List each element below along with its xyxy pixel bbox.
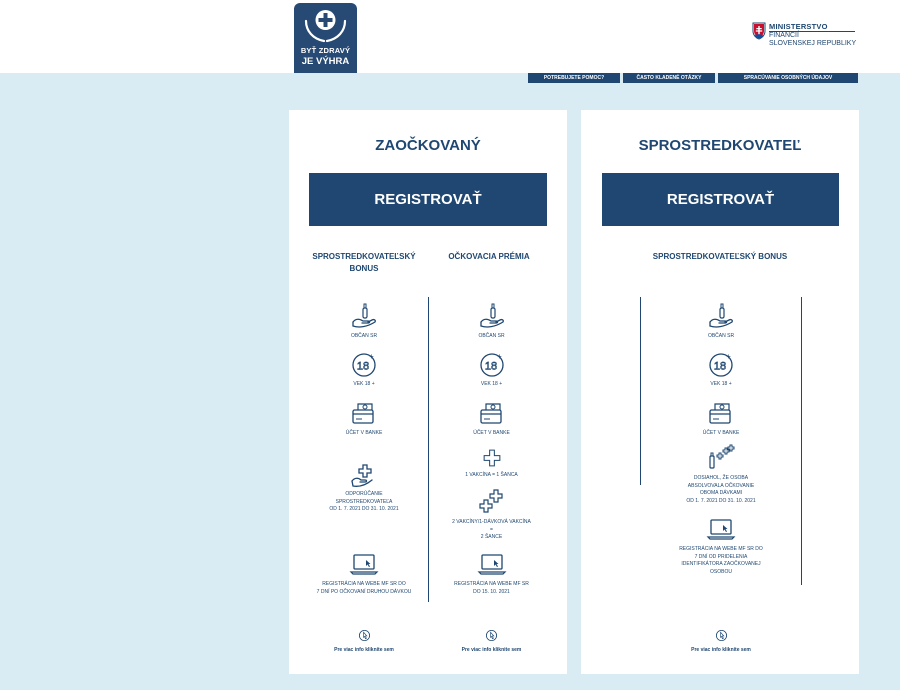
col-intermediary-bonus-heading: SPROSTREDKOVATEĽSKÝ BONUS <box>652 252 788 261</box>
click-info-icon <box>715 629 728 642</box>
req-citizen <box>299 302 429 341</box>
req-recommendation-label: ODPORÚČANIE SPROSTREDKOVATEĽA OD 1. 7. 2021 DO 31. 10. 2021 <box>329 491 399 512</box>
citizen-hand-icon <box>350 302 378 330</box>
col-intermediary-bonus-heading: SPROSTREDKOVATEĽSKÝ BONUS <box>312 252 416 273</box>
req-registration <box>299 550 429 596</box>
slovak-coat-of-arms-icon <box>752 22 766 40</box>
more-info-label: Pre viac info kliknite sem <box>461 647 522 653</box>
age-18-icon <box>478 350 506 378</box>
card-vaccinated <box>289 110 567 674</box>
more-info-link[interactable] <box>299 629 429 653</box>
req-bank <box>429 399 554 438</box>
req-two-vaccines-label: 2 VAKCÍNY/1-DÁVKOVÁ VAKCÍNA = 2 ŠANCE <box>452 519 531 540</box>
req-bank <box>299 399 429 438</box>
req-registration <box>641 515 801 576</box>
more-info-label: Pre viac info kliknite sem <box>334 647 394 653</box>
req-two-vaccines <box>429 488 554 542</box>
logo-line-2: JE VÝHRA <box>301 56 350 67</box>
req-bank <box>641 399 801 438</box>
req-one-vaccine <box>429 447 554 480</box>
bank-card-icon <box>478 399 506 427</box>
req-age <box>641 350 801 389</box>
req-age-label: VEK 18 + <box>353 381 375 387</box>
hand-plus-icon <box>350 460 378 488</box>
req-bank-label: ÚČET V BANKE <box>473 430 510 436</box>
more-info-link[interactable] <box>429 629 554 653</box>
col-vaccination-premium-heading: OČKOVACIA PRÉMIA <box>448 252 530 261</box>
req-vaccinated-person-label: DOSIAHOL, ŽE OSOBA ABSOLVOVALA OČKOVANIE OBOMA DÁVKAMI OD 1. 7. 2021 DO 31. 10. 2021 <box>686 475 756 504</box>
citizen-hand-icon <box>707 302 735 330</box>
req-citizen <box>429 302 554 341</box>
column-divider-right <box>801 297 802 585</box>
more-info-label: Pre viac info kliknite sem <box>691 647 751 653</box>
req-citizen-label: OBČAN SR <box>478 333 505 339</box>
req-registration <box>429 550 554 596</box>
req-registration-label: REGISTRÁCIA NA WEBE MF SR DO 7 DNÍ OD PRIDELENIA IDENTIFIKÁTORA ZAOČKOVANEJ OSOBOU <box>679 546 763 575</box>
req-age-label: VEK 18 + <box>710 381 732 387</box>
req-age-label: VEK 18 + <box>480 381 503 387</box>
req-age <box>299 350 429 389</box>
ministry-name-line-3: SLOVENSKEJ REPUBLIKY <box>769 40 857 47</box>
logo-line-1: BYŤ ZDRAVÝ <box>300 46 351 55</box>
laptop-icon <box>477 550 507 578</box>
req-registration-label: REGISTRÁCIA NA WEBE MF SR DO 15. 10. 2021 <box>454 581 529 595</box>
ministry-underline <box>769 31 855 32</box>
req-recommendation <box>299 460 429 514</box>
card-vaccinated-title: ZAOČKOVANÝ <box>375 137 481 154</box>
citizen-hand-icon <box>478 302 506 330</box>
card-intermediary <box>581 110 859 674</box>
req-bank-label: ÚČET V BANKE <box>702 430 740 436</box>
click-info-icon <box>485 629 498 642</box>
req-citizen-label: OBČAN SR <box>707 333 735 339</box>
plus-cross-icon <box>481 447 503 469</box>
click-info-icon <box>358 629 371 642</box>
nav-privacy-button[interactable]: SPRACÚVANIE OSOBNÝCH ÚDAJOV <box>718 73 858 83</box>
req-citizen <box>641 302 801 341</box>
req-bank-label: ÚČET V BANKE <box>345 430 383 436</box>
laptop-icon <box>706 515 736 543</box>
site-logo[interactable] <box>294 3 357 73</box>
register-intermediary-button[interactable]: REGISTROVAŤ <box>602 173 839 226</box>
age-18-icon <box>707 350 735 378</box>
bank-card-icon <box>350 399 378 427</box>
top-header <box>0 0 900 73</box>
register-vaccinated-button[interactable]: REGISTROVAŤ <box>309 173 547 226</box>
req-one-vaccine-label: 1 VAKCÍNA = 1 ŠANCA <box>465 472 518 478</box>
vaccine-plus-icon <box>707 444 735 472</box>
nav-faq-button[interactable]: ČASTO KLADENÉ OTÁZKY <box>623 73 715 83</box>
double-plus-icon <box>478 488 506 516</box>
card-intermediary-title: SPROSTREDKOVATEĽ <box>638 137 802 154</box>
ministry-name-line-1: MINISTERSTVO <box>769 22 828 31</box>
age-18-icon <box>350 350 378 378</box>
bank-card-icon <box>707 399 735 427</box>
nav-help-button[interactable]: POTREBUJETE POMOC? <box>528 73 620 83</box>
health-hands-icon <box>303 7 348 45</box>
req-citizen-label: OBČAN SR <box>350 333 378 339</box>
req-age <box>429 350 554 389</box>
req-registration-label: REGISTRÁCIA NA WEBE MF SR DO 7 DNÍ PO OČKOVANÍ DRUHOU DÁVKOU <box>316 581 412 595</box>
req-vaccinated-person <box>641 444 801 505</box>
ministry-name-line-2: FINANCIÍ <box>769 32 799 39</box>
more-info-link[interactable] <box>641 629 801 653</box>
laptop-icon <box>349 550 379 578</box>
